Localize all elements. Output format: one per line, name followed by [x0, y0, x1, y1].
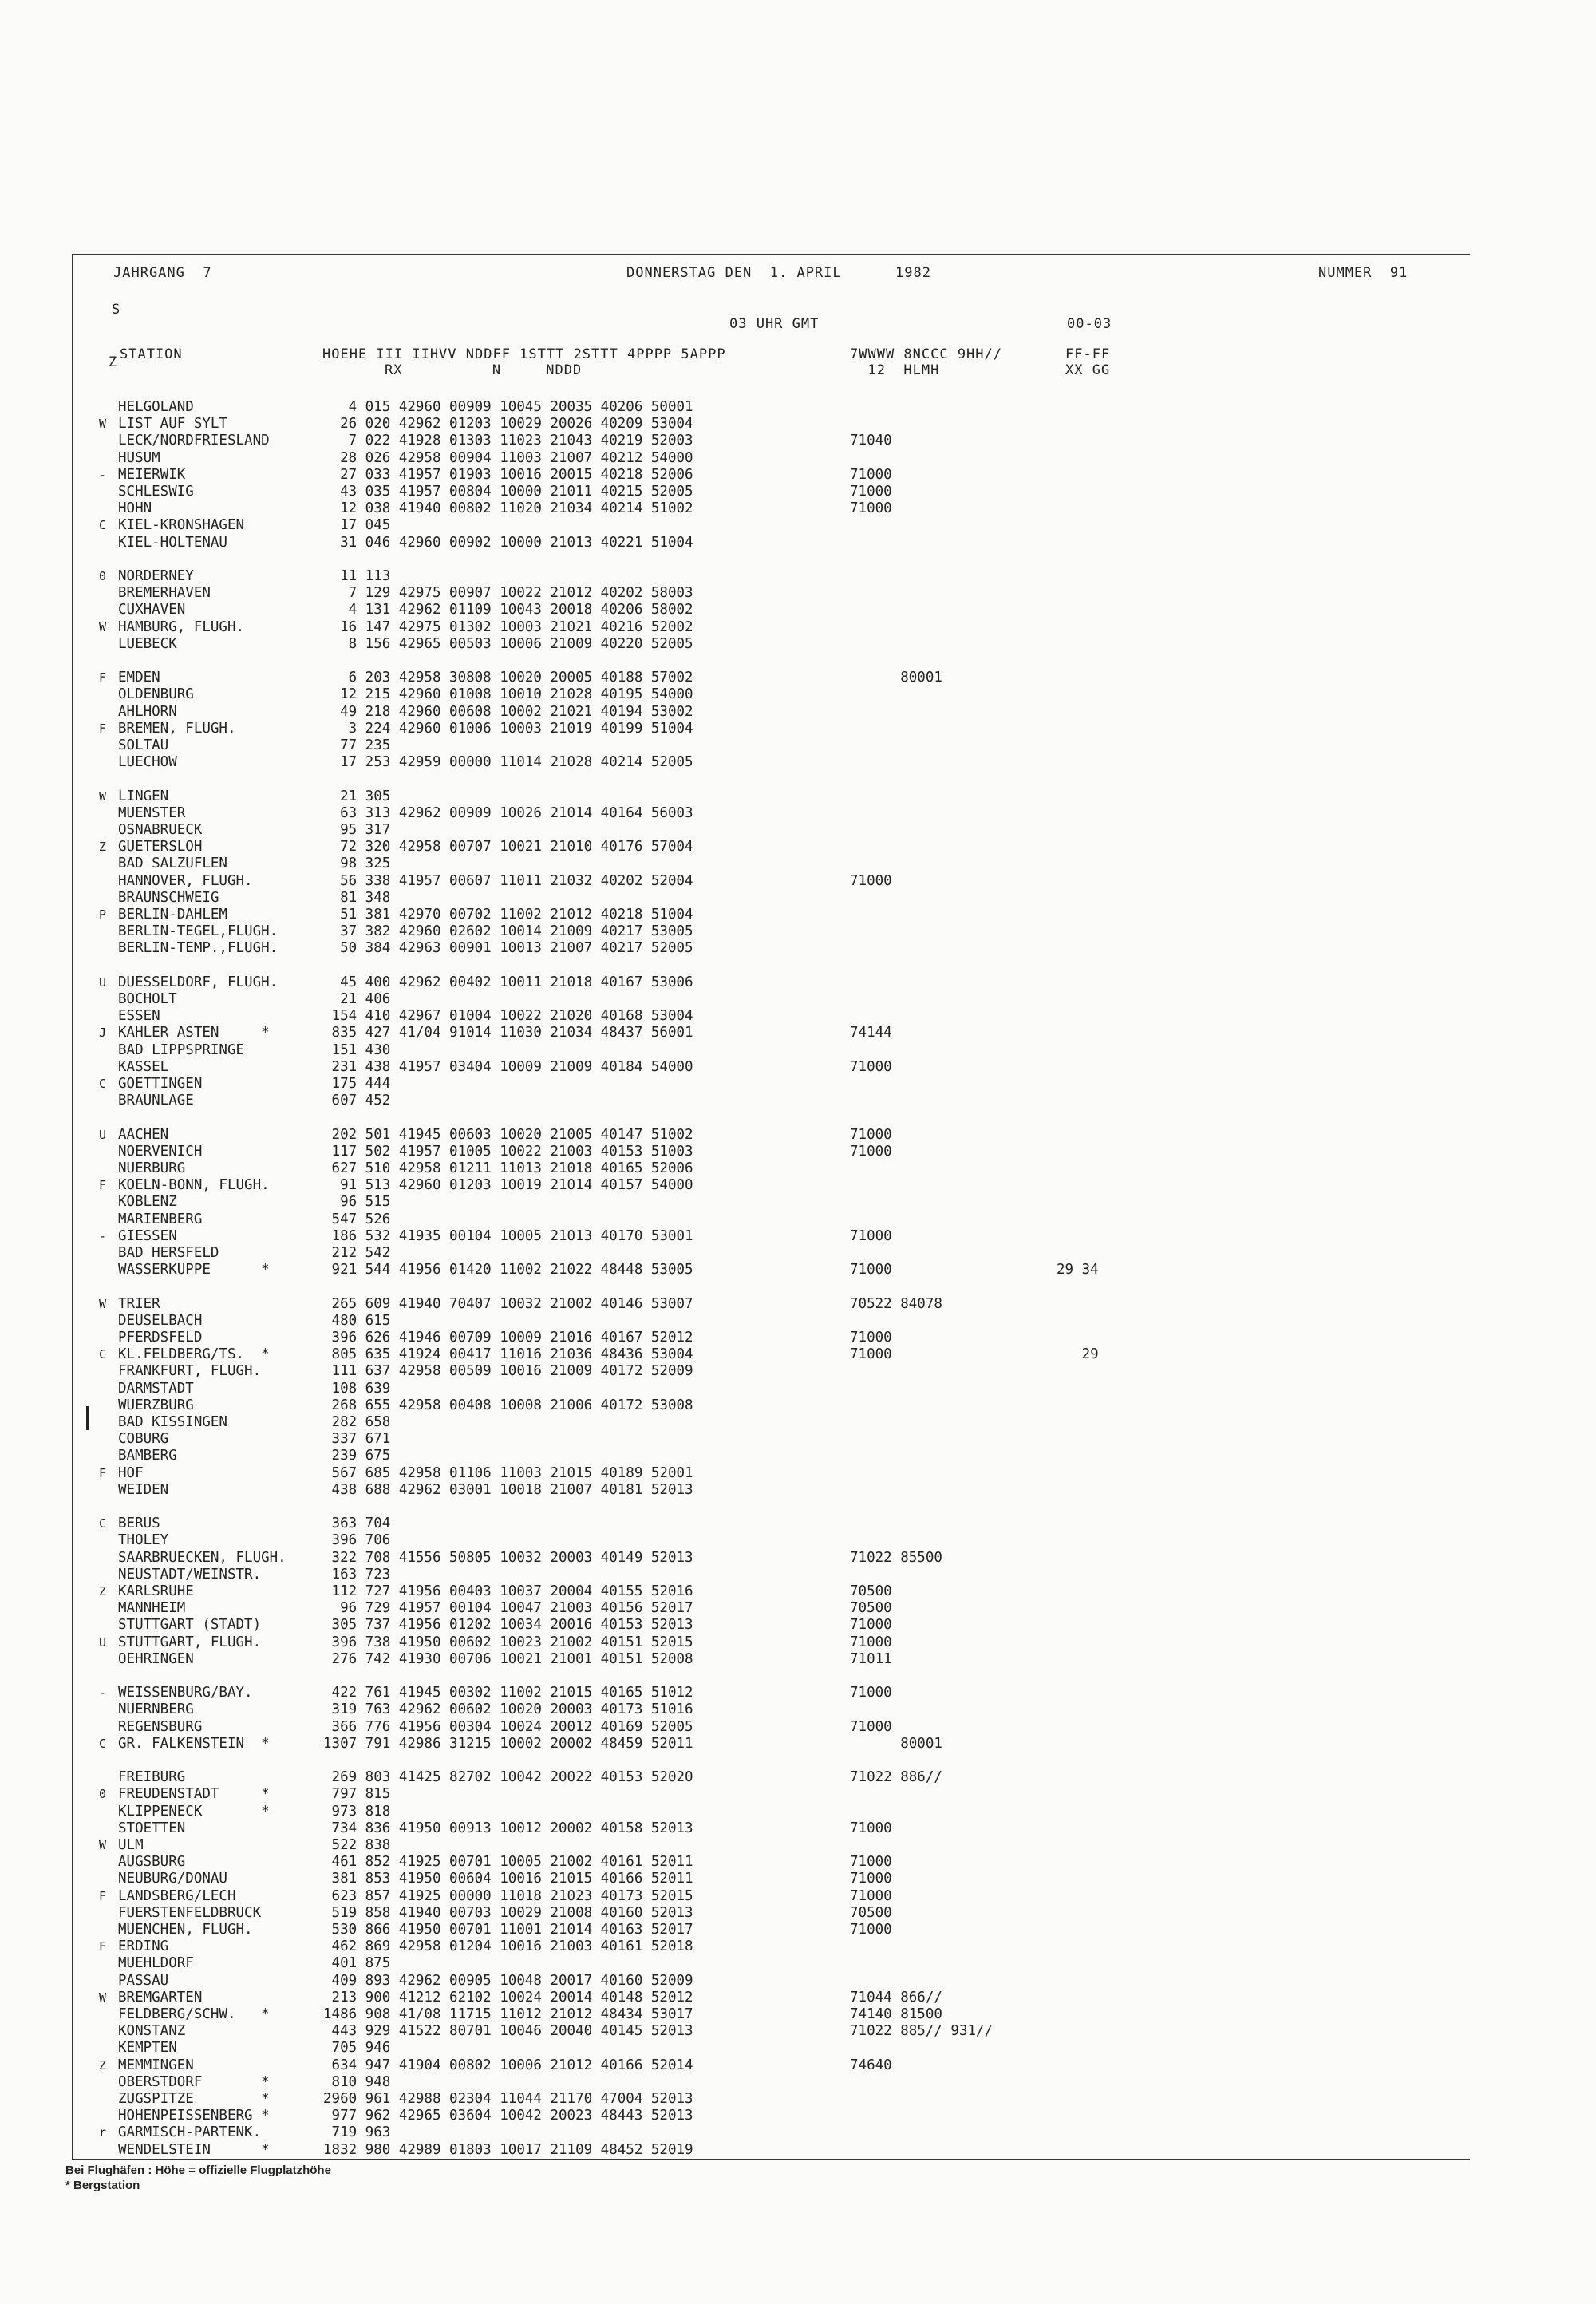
row-mark: -: [99, 1686, 107, 1701]
station-values: 719 963: [323, 2124, 391, 2141]
row-mark: W: [99, 1990, 107, 2005]
station-name: KAHLER ASTEN *: [118, 1025, 270, 1041]
jahrgang-label: JAHRGANG 7: [113, 265, 212, 281]
station-values: 49 218 42960 00608 10002 21021 40194 53002: [323, 703, 693, 720]
station-values: 438 688 42962 03001 10018 21007 40181 52013: [323, 1481, 693, 1498]
col-groups-sub: 12 HLMH: [850, 362, 940, 378]
station-values: 28 026 42958 00904 11003 21007 40212 54000: [323, 449, 693, 466]
station-name: BREMERHAVEN: [118, 585, 211, 602]
station-name: WASSERKUPPE *: [118, 1262, 270, 1278]
date-label: DONNERSTAG DEN 1. APRIL 1982: [626, 265, 931, 281]
station-groups: 70522 84078: [850, 1295, 942, 1312]
row-mark: J: [99, 1026, 107, 1041]
row-mark: W: [99, 1296, 107, 1311]
station-name: TRIER: [118, 1295, 160, 1312]
station-values: 26 020 42962 01203 10029 20026 40209 53004: [323, 416, 693, 433]
station-name: HAMBURG, FLUGH.: [118, 618, 245, 635]
station-name: KOBLENZ: [118, 1194, 177, 1211]
station-values: 734 836 41950 00913 10012 20002 40158 52013: [323, 1820, 693, 1836]
station-name: NEUBURG/DONAU: [118, 1871, 227, 1887]
station-values: 175 444: [323, 1076, 391, 1092]
station-name: FREIBURG: [118, 1769, 186, 1786]
row-mark: U: [99, 974, 107, 990]
station-groups: 71011: [850, 1650, 892, 1667]
station-name: SCHLESWIG: [118, 484, 194, 500]
station-name: HANNOVER, FLUGH.: [118, 872, 253, 889]
station-values: 1307 791 42986 31215 10002 20002 48459 52011: [323, 1735, 693, 1752]
station-name: AACHEN: [118, 1126, 169, 1143]
station-groups: 71000: [850, 1820, 892, 1836]
station-values: 810 948: [323, 2073, 391, 2090]
nummer-label: NUMMER 91: [1318, 265, 1408, 281]
station-name: NORDERNEY: [118, 568, 194, 584]
station-name: NOERVENICH: [118, 1143, 203, 1160]
station-name: DEUSELBACH: [118, 1312, 203, 1329]
station-values: 56 338 41957 00607 11011 21032 40202 52004: [323, 872, 693, 889]
station-values: 461 852 41925 00701 10005 21002 40161 52011: [323, 1854, 693, 1871]
footnote-line-2: * Bergstation: [65, 2179, 140, 2192]
station-name: ZUGSPITZE *: [118, 2091, 270, 2107]
station-groups: 74140 81500: [850, 2006, 942, 2022]
station-groups: 71022 85500: [850, 1549, 942, 1566]
station-name: GUETERSLOH: [118, 839, 203, 856]
station-name: KOELN-BONN, FLUGH.: [118, 1177, 270, 1194]
station-name: LINGEN: [118, 788, 169, 804]
station-name: COBURG: [118, 1431, 169, 1448]
station-name: KASSEL: [118, 1058, 169, 1075]
margin-letter: S: [112, 302, 121, 318]
station-values: 276 742 41930 00706 10021 21001 40151 52008: [323, 1650, 693, 1667]
col-codes: HOEHE III IIHVV NDDFF 1STTT 2STTT 4PPPP 5APPP: [322, 346, 726, 362]
station-values: 797 815: [323, 1786, 391, 1803]
station-groups: 71044 866//: [850, 1989, 942, 2006]
station-values: 305 737 41956 01202 10034 20016 40153 52013: [323, 1617, 693, 1634]
station-name: FELDBERG/SCHW. *: [118, 2006, 270, 2022]
report-sheet: [72, 254, 1470, 2160]
row-mark: F: [99, 1178, 107, 1193]
station-values: 1486 908 41/08 11715 11012 21012 48434 53017: [323, 2006, 693, 2022]
row-mark: W: [99, 619, 107, 634]
station-values: 95 317: [323, 822, 391, 838]
station-values: 519 858 41940 00703 10029 21008 40160 52013: [323, 1904, 693, 1921]
station-values: 111 637 42958 00509 10016 21009 40172 52009: [323, 1363, 693, 1380]
station-values: 443 929 41522 80701 10046 20040 40145 52013: [323, 2023, 693, 2040]
station-name: AHLHORN: [118, 703, 177, 720]
station-values: 363 704: [323, 1516, 391, 1532]
station-name: WEISSENBURG/BAY.: [118, 1685, 253, 1701]
row-mark: C: [99, 518, 107, 533]
station-name: DARMSTADT: [118, 1380, 194, 1397]
station-groups: 71040: [850, 433, 892, 449]
station-values: 337 671: [323, 1431, 391, 1448]
station-name: LUECHOW: [118, 754, 177, 771]
station-values: 21 406: [323, 991, 391, 1007]
station-values: 319 763 42962 00602 10020 20003 40173 51016: [323, 1701, 693, 1718]
station-values: 213 900 41212 62102 10024 20014 40148 52012: [323, 1989, 693, 2006]
row-mark: 0: [99, 1787, 107, 1802]
station-groups: 71000: [850, 484, 892, 500]
row-mark: Z: [99, 1584, 107, 1599]
station-values: 396 706: [323, 1532, 391, 1549]
station-values: 16 147 42975 01302 10003 21021 40216 52002: [323, 618, 693, 635]
station-values: 366 776 41956 00304 10024 20012 40169 52005: [323, 1718, 693, 1735]
station-name: WEIDEN: [118, 1481, 169, 1498]
station-values: 396 738 41950 00602 10023 21002 40151 52015: [323, 1634, 693, 1650]
station-name: LECK/NORDFRIESLAND: [118, 433, 270, 449]
station-name: BRAUNSCHWEIG: [118, 889, 219, 906]
station-name: BERLIN-TEMP.,FLUGH.: [118, 940, 279, 957]
station-wind: 29 34: [1057, 1262, 1099, 1278]
row-mark: -: [99, 1228, 107, 1243]
station-name: BREMGARTEN: [118, 1989, 203, 2006]
station-groups: 71000: [850, 1346, 892, 1363]
station-name: MUENCHEN, FLUGH.: [118, 1922, 253, 1938]
station-name: NUERNBERG: [118, 1701, 194, 1718]
station-name: GR. FALKENSTEIN *: [118, 1735, 270, 1752]
station-groups: 71000: [850, 1143, 892, 1160]
station-values: 96 515: [323, 1194, 391, 1211]
station-values: 973 818: [323, 1803, 391, 1820]
station-name: SAARBRUECKEN, FLUGH.: [118, 1549, 286, 1566]
station-name: BERUS: [118, 1516, 160, 1532]
station-groups: 71000: [850, 1871, 892, 1887]
station-groups: 71022 886//: [850, 1769, 942, 1786]
station-values: 607 452: [323, 1093, 391, 1109]
station-values: 17 253 42959 00000 11014 21028 40214 52005: [323, 754, 693, 771]
station-name: NUERBURG: [118, 1160, 186, 1176]
station-name: BAD HERSFELD: [118, 1245, 219, 1261]
station-values: 27 033 41957 01903 10016 20015 40218 52006: [323, 466, 693, 483]
station-name: NEUSTADT/WEINSTR.: [118, 1566, 262, 1583]
row-mark: C: [99, 1736, 107, 1751]
station-values: 401 875: [323, 1955, 391, 1972]
station-values: 239 675: [323, 1448, 391, 1464]
row-mark: F: [99, 670, 107, 686]
station-groups: 74640: [850, 2057, 892, 2073]
station-name: MARIENBERG: [118, 1211, 203, 1227]
station-name: STUTTGART, FLUGH.: [118, 1634, 262, 1650]
station-name: BAMBERG: [118, 1448, 177, 1464]
station-name: MANNHEIM: [118, 1600, 186, 1617]
col-groups: 7WWWW 8NCCC 9HH//: [850, 346, 1002, 362]
station-values: 409 893 42962 00905 10048 20017 40160 52009: [323, 1972, 693, 1989]
station-values: 45 400 42962 00402 10011 21018 40167 53006: [323, 974, 693, 990]
station-name: MUEHLDORF: [118, 1955, 194, 1972]
station-groups: 70500: [850, 1600, 892, 1617]
station-values: 96 729 41957 00104 10047 21003 40156 52017: [323, 1600, 693, 1617]
station-name: LUEBECK: [118, 635, 177, 652]
footnote: [65, 2163, 331, 2193]
row-mark: W: [99, 417, 107, 432]
col-wind: FF-FF: [1065, 346, 1111, 362]
station-groups: 71000: [850, 1922, 892, 1938]
station-name: OBERSTDORF *: [118, 2073, 270, 2090]
station-values: 43 035 41957 00804 10000 21011 40215 52005: [323, 484, 693, 500]
station-values: 462 869 42958 01204 10016 21003 40161 52018: [323, 1938, 693, 1955]
margin-letter-z: Z: [109, 354, 118, 370]
col-codes-sub: RX N NDDD: [385, 362, 583, 378]
station-name: MEIERWIK: [118, 466, 186, 483]
station-groups: 71022 885// 931//: [850, 2023, 994, 2040]
station-groups: 71000: [850, 1634, 892, 1650]
row-mark: W: [99, 1838, 107, 1852]
station-values: 12 215 42960 01008 10010 21028 40195 54000: [323, 686, 693, 703]
row-mark: U: [99, 1127, 107, 1142]
station-values: 835 427 41/04 91014 11030 21034 48437 56001: [323, 1025, 693, 1041]
station-name: BAD KISSINGEN: [118, 1414, 227, 1430]
station-name: BERLIN-DAHLEM: [118, 907, 227, 923]
row-mark: Z: [99, 840, 107, 855]
station-values: 7 022 41928 01303 11023 21043 40219 52003: [323, 433, 693, 449]
row-mark: F: [99, 1888, 107, 1903]
station-groups: 74144: [850, 1025, 892, 1041]
row-mark: W: [99, 788, 107, 804]
station-values: 547 526: [323, 1211, 391, 1227]
station-groups: 80001: [850, 1735, 942, 1752]
station-name: EMDEN: [118, 670, 160, 686]
station-values: 77 235: [323, 737, 391, 753]
station-name: WENDELSTEIN *: [118, 2141, 270, 2158]
station-values: 91 513 42960 01203 10019 21014 40157 54000: [323, 1177, 693, 1194]
col-station: STATION: [120, 346, 183, 362]
margin-bar: [86, 1406, 89, 1430]
station-groups: 71000: [850, 1227, 892, 1244]
station-groups: 70500: [850, 1904, 892, 1921]
station-values: 98 325: [323, 856, 391, 872]
station-name: BOCHOLT: [118, 991, 177, 1007]
station-values: 268 655 42958 00408 10008 21006 40172 53008: [323, 1397, 693, 1413]
station-name: BRAUNLAGE: [118, 1093, 194, 1109]
station-groups: 71000: [850, 1262, 892, 1278]
station-values: 1832 980 42989 01803 10017 21109 48452 52019: [323, 2141, 693, 2158]
station-values: 396 626 41946 00709 10009 21016 40167 52012: [323, 1330, 693, 1346]
row-mark: F: [99, 1939, 107, 1954]
station-name: STOETTEN: [118, 1820, 186, 1836]
row-mark: C: [99, 1077, 107, 1091]
station-groups: 71000: [850, 1617, 892, 1634]
station-name: MUENSTER: [118, 804, 186, 821]
station-values: 282 658: [323, 1414, 391, 1430]
station-name: BAD LIPPSPRINGE: [118, 1041, 245, 1058]
station-name: DUESSELDORF, FLUGH.: [118, 974, 279, 990]
station-name: OEHRINGEN: [118, 1650, 194, 1667]
station-groups: 71000: [850, 500, 892, 517]
station-name: ULM: [118, 1837, 144, 1853]
time-label: 03 UHR GMT: [729, 316, 820, 332]
station-name: THOLEY: [118, 1532, 169, 1549]
col-wind-sub: XX GG: [1065, 362, 1111, 378]
station-name: KL.FELDBERG/TS. *: [118, 1346, 270, 1363]
station-groups: 71000: [850, 1685, 892, 1701]
station-name: MEMMINGEN: [118, 2057, 194, 2073]
row-mark: 0: [99, 569, 107, 583]
station-values: 231 438 41957 03404 10009 21009 40184 54000: [323, 1058, 693, 1075]
row-mark: C: [99, 1347, 107, 1362]
station-values: 202 501 41945 00603 10020 21005 40147 51002: [323, 1126, 693, 1143]
station-name: FUERSTENFELDBRUCK: [118, 1904, 262, 1921]
station-values: 163 723: [323, 1566, 391, 1583]
station-values: 265 609 41940 70407 10032 21002 40146 53007: [323, 1295, 693, 1312]
station-name: BERLIN-TEGEL,FLUGH.: [118, 923, 279, 940]
station-name: WUERZBURG: [118, 1397, 194, 1413]
station-values: 480 615: [323, 1312, 391, 1329]
station-name: REGENSBURG: [118, 1718, 203, 1735]
station-name: FREUDENSTADT *: [118, 1786, 270, 1803]
station-values: 186 532 41935 00104 10005 21013 40170 53001: [323, 1227, 693, 1244]
station-values: 623 857 41925 00000 11018 21023 40173 52015: [323, 1887, 693, 1904]
station-values: 627 510 42958 01211 11013 21018 40165 52006: [323, 1160, 693, 1176]
station-name: STUTTGART (STADT): [118, 1617, 262, 1634]
station-values: 151 430: [323, 1041, 391, 1058]
station-values: 7 129 42975 00907 10022 21012 40202 58003: [323, 585, 693, 602]
station-name: ESSEN: [118, 1008, 160, 1025]
row-mark: F: [99, 1465, 107, 1480]
station-values: 37 382 42960 02602 10014 21009 40217 53005: [323, 923, 693, 940]
station-values: 381 853 41950 00604 10016 21015 40166 52011: [323, 1871, 693, 1887]
row-mark: F: [99, 721, 107, 736]
station-values: 112 727 41956 00403 10037 20004 40155 52016: [323, 1583, 693, 1599]
station-values: 154 410 42967 01004 10022 21020 40168 53004: [323, 1008, 693, 1025]
station-name: LANDSBERG/LECH: [118, 1887, 236, 1904]
station-values: 3 224 42960 01006 10003 21019 40199 51004: [323, 720, 693, 737]
station-values: 4 131 42962 01109 10043 20018 40206 58002: [323, 602, 693, 618]
station-name: FRANKFURT, FLUGH.: [118, 1363, 262, 1380]
station-name: GARMISCH-PARTENK.: [118, 2124, 262, 2141]
station-name: BREMEN, FLUGH.: [118, 720, 236, 737]
station-values: 805 635 41924 00417 11016 21036 48436 53004: [323, 1346, 693, 1363]
station-groups: 71000: [850, 466, 892, 483]
station-name: PASSAU: [118, 1972, 169, 1989]
station-name: OSNABRUECK: [118, 822, 203, 838]
station-name: KIEL-KRONSHAGEN: [118, 517, 245, 534]
station-groups: 70500: [850, 1583, 892, 1599]
station-name: HUSUM: [118, 449, 160, 466]
station-values: 21 305: [323, 788, 391, 804]
row-mark: P: [99, 907, 107, 922]
station-name: KEMPTEN: [118, 2040, 177, 2057]
station-values: 117 502 41957 01005 10022 21003 40153 51003: [323, 1143, 693, 1160]
station-values: 72 320 42958 00707 10021 21010 40176 57004: [323, 839, 693, 856]
station-name: HELGOLAND: [118, 399, 194, 415]
station-name: SOLTAU: [118, 737, 169, 753]
station-name: ERDING: [118, 1938, 169, 1955]
station-groups: 71000: [850, 1058, 892, 1075]
station-values: 422 761 41945 00302 11002 21015 40165 51012: [323, 1685, 693, 1701]
station-name: LIST AUF SYLT: [118, 416, 227, 433]
station-values: 4 015 42960 00909 10045 20035 40206 50001: [323, 399, 693, 415]
station-values: 705 946: [323, 2040, 391, 2057]
station-values: 322 708 41556 50805 10032 20003 40149 52013: [323, 1549, 693, 1566]
station-values: 11 113: [323, 568, 391, 584]
station-name: HOHENPEISSENBERG *: [118, 2108, 270, 2124]
station-name: HOHN: [118, 500, 152, 517]
row-mark: Z: [99, 2057, 107, 2073]
station-values: 530 866 41950 00701 11001 21014 40163 52017: [323, 1922, 693, 1938]
station-groups: 80001: [850, 670, 942, 686]
station-groups: 71000: [850, 1854, 892, 1871]
row-mark: -: [99, 467, 107, 482]
station-values: 50 384 42963 00901 10013 21007 40217 52005: [323, 940, 693, 957]
station-values: 31 046 42960 00902 10000 21013 40221 51004: [323, 534, 693, 551]
row-mark: r: [99, 2125, 107, 2140]
station-name: GOETTINGEN: [118, 1076, 203, 1092]
station-name: KLIPPENECK *: [118, 1803, 270, 1820]
station-name: GIESSEN: [118, 1227, 177, 1244]
station-name: OLDENBURG: [118, 686, 194, 703]
station-values: 17 045: [323, 517, 391, 534]
time-range-label: 00-03: [1067, 316, 1112, 332]
station-values: 63 313 42962 00909 10026 21014 40164 56003: [323, 804, 693, 821]
station-groups: 71000: [850, 1887, 892, 1904]
station-values: 81 348: [323, 889, 391, 906]
station-values: 522 838: [323, 1837, 391, 1853]
station-values: 51 381 42970 00702 11002 21012 40218 51004: [323, 907, 693, 923]
station-name: CUXHAVEN: [118, 602, 186, 618]
station-values: 921 544 41956 01420 11002 21022 48448 53005: [323, 1262, 693, 1278]
station-groups: 71000: [850, 1126, 892, 1143]
station-name: KIEL-HOLTENAU: [118, 534, 227, 551]
station-groups: 71000: [850, 872, 892, 889]
station-values: 567 685 42958 01106 11003 21015 40189 52001: [323, 1464, 693, 1481]
row-mark: C: [99, 1516, 107, 1531]
station-values: 212 542: [323, 1245, 391, 1261]
station-wind: 29: [1057, 1346, 1099, 1363]
row-mark: U: [99, 1634, 107, 1650]
station-values: 108 639: [323, 1380, 391, 1397]
footnote-line-1: Bei Flughäfen : Höhe = offizielle Flugplatzhöhe: [65, 2164, 331, 2177]
station-name: PFERDSFELD: [118, 1330, 203, 1346]
station-values: 6 203 42958 30808 10020 20005 40188 57002: [323, 670, 693, 686]
station-values: 2960 961 42988 02304 11044 21170 47004 52013: [323, 2091, 693, 2107]
station-name: KARLSRUHE: [118, 1583, 194, 1599]
station-name: KONSTANZ: [118, 2023, 186, 2040]
station-values: 12 038 41940 00802 11020 21034 40214 51002: [323, 500, 693, 517]
station-values: 8 156 42965 00503 10006 21009 40220 52005: [323, 635, 693, 652]
station-values: 634 947 41904 00802 10006 21012 40166 52014: [323, 2057, 693, 2073]
station-values: 269 803 41425 82702 10042 20022 40153 52020: [323, 1769, 693, 1786]
station-groups: 71000: [850, 1718, 892, 1735]
station-name: AUGSBURG: [118, 1854, 186, 1871]
station-name: HOF: [118, 1464, 144, 1481]
station-groups: 71000: [850, 1330, 892, 1346]
station-name: BAD SALZUFLEN: [118, 856, 227, 872]
station-values: 977 962 42965 03604 10042 20023 48443 52013: [323, 2108, 693, 2124]
